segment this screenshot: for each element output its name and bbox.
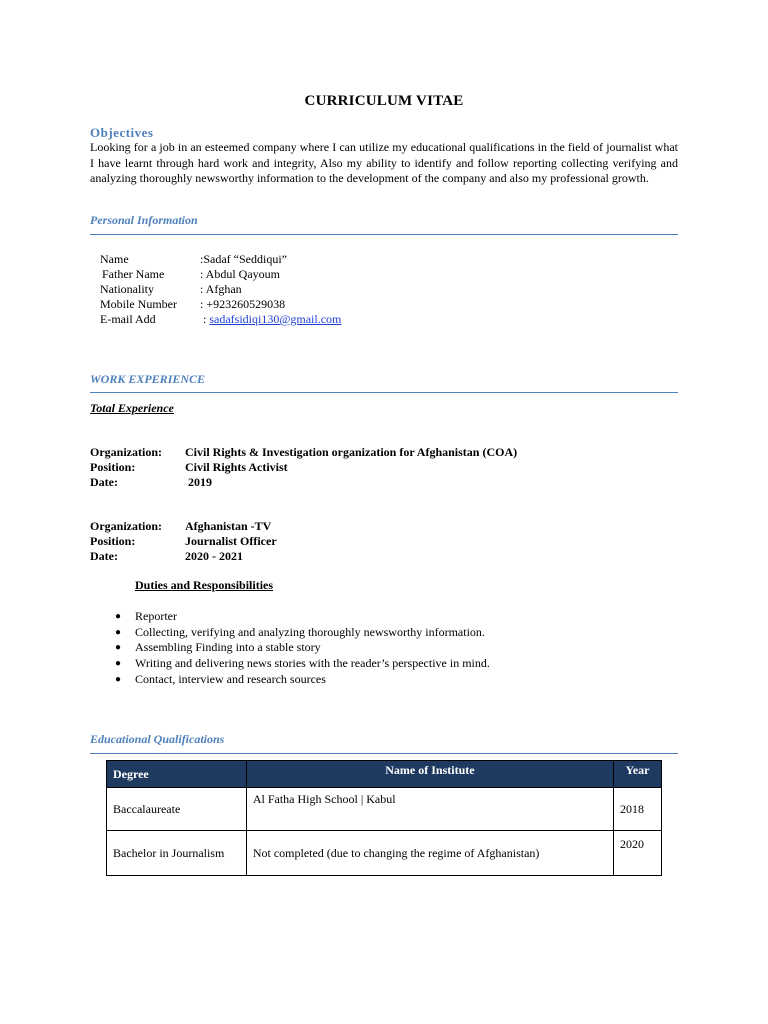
bullet-icon: ● [115, 642, 122, 654]
bullet-icon: ● [115, 673, 122, 685]
section-divider [90, 392, 678, 393]
duty-text: Writing and delivering news stories with the reader’s perspective in mind. [135, 656, 490, 671]
list-item [90, 672, 678, 688]
education-heading: Educational Qualifications [90, 732, 225, 746]
bullet-icon: ● [115, 658, 122, 670]
position-value: Journalist Officer [185, 534, 277, 548]
date-value: 2019 [185, 475, 212, 489]
column-header-degree: Degree [107, 761, 247, 788]
table-row [107, 788, 662, 831]
mobile-label: Mobile Number [100, 297, 177, 311]
name-value: :Sadaf “Seddiqui” [200, 252, 287, 266]
org-value: Afghanistan -TV [185, 519, 272, 533]
org-label: Organization: [90, 445, 162, 459]
date-label: Date: [90, 475, 118, 489]
mobile-value: : +923260529038 [200, 297, 286, 311]
work-experience-heading: WORK EXPERIENCE [90, 372, 206, 386]
date-value: 2020 - 2021 [185, 549, 243, 563]
duty-text: Reporter [135, 609, 177, 623]
org-label: Organization: [90, 519, 162, 533]
section-divider [90, 753, 678, 754]
document-title: CURRICULUM VITAE [304, 93, 464, 109]
duty-text: Assembling Finding into a stable story [135, 640, 321, 655]
bullet-icon: ● [115, 626, 122, 638]
institute-cell: Not completed (due to changing the regime of Afghanistan) [246, 831, 613, 876]
date-label: Date: [90, 549, 118, 563]
year-cell: 2020 [614, 831, 662, 876]
year-cell: 2018 [614, 788, 662, 831]
duties-list [90, 609, 678, 687]
total-experience-heading: Total Experience [90, 401, 174, 415]
table-header-row [107, 761, 662, 788]
list-item [90, 625, 678, 641]
father-name-value: : Abdul Qayoum [200, 267, 280, 281]
list-item [90, 609, 678, 625]
position-label: Position: [90, 460, 136, 474]
objectives-heading: Objectives [90, 125, 154, 140]
table-row [107, 831, 662, 876]
column-header-year: Year [614, 761, 662, 788]
column-header-institute: Name of Institute [246, 761, 613, 788]
org-value: Civil Rights & Investigation organization for Afghanistan (COA) [185, 445, 518, 459]
position-label: Position: [90, 534, 136, 548]
email-link[interactable]: sadafsidiqi130@gmail.com [209, 312, 342, 326]
institute-cell: Al Fatha High School | Kabul [246, 788, 613, 831]
duty-text: Contact, interview and research sources [135, 671, 326, 686]
email-prefix: : [200, 312, 210, 326]
objectives-text: Looking for a job in an esteemed company where I can utilize my educational qualifications in the field of journalist what I have learnt through hard work and integrity, Also my ability to identify and follow reporting collecting verifying and analyzing thoroughly newsworthy information to the development of the company and also my professional growth. [90, 140, 678, 185]
duty-text: Collecting, verifying and analyzing thoroughly newsworthy information. [135, 624, 485, 639]
nationality-value: : Afghan [200, 282, 242, 296]
section-divider [90, 234, 678, 235]
father-name-label: Father Name [102, 267, 165, 281]
degree-cell: Baccalaureate [107, 788, 247, 831]
education-table [106, 760, 662, 876]
name-label: Name [100, 252, 129, 266]
position-value: Civil Rights Activist [185, 460, 288, 474]
email-value [200, 312, 341, 327]
nationality-label: Nationality [100, 282, 154, 296]
duties-heading: Duties and Responsibilities [135, 578, 274, 592]
email-label: E-mail Add [100, 312, 156, 326]
degree-cell: Bachelor in Journalism [107, 831, 247, 876]
bullet-icon: ● [115, 611, 122, 622]
list-item [90, 640, 678, 656]
list-item [90, 656, 678, 672]
personal-info-heading: Personal Information [90, 213, 198, 227]
